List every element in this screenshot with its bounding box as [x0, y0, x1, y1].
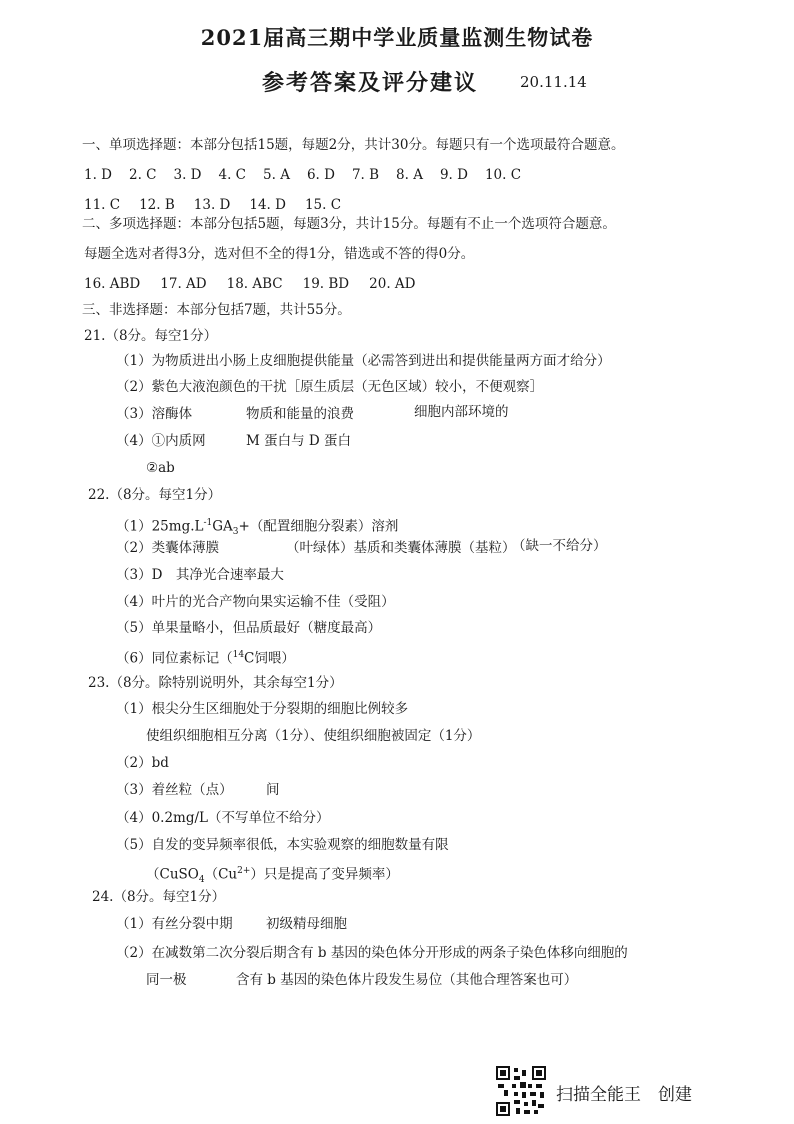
q24-answer-1b: 初级精母细胞 [266, 916, 347, 932]
section1-answers-row1 [84, 166, 538, 184]
answer-item: 3. D [173, 167, 202, 183]
q21-heading: 21.（8分。每空1分） [84, 328, 218, 344]
q22-answer-5: （5）单果量略小，但品质最好（糖度最高） [116, 620, 382, 636]
section3-heading: 三、非选择题：本部分包括7题，共计55分。 [82, 302, 351, 318]
q21-answer-3a: （3）溶酶体 [116, 406, 193, 422]
q22-answer-3: （3）D 其净光合速率最大 [116, 567, 284, 583]
answer-item: 6. D [306, 167, 335, 183]
q22-answer-2a: （2）类囊体薄膜 [116, 540, 220, 556]
section2-scoring-note: 每题全选对者得3分，选对但不全的得1分，错选或不答的得0分。 [84, 246, 475, 262]
q24-answer-2b-b: 含有 b 基因的染色体片段发生易位（其他合理答案也可） [236, 972, 578, 988]
q24-answer-2: （2）在减数第二次分裂后期含有 b 基因的染色体分开形成的两条子染色体移向细胞的 [116, 945, 628, 961]
q23-answer-1: （1）根尖分生区细胞处于分裂期的细胞比例较多 [116, 701, 409, 717]
q23-answer-1b: 使组织细胞相互分离（1分）、使组织细胞被固定（1分） [146, 728, 481, 744]
q21-answer-4b: M 蛋白与 D 蛋白 [246, 433, 352, 449]
q22-answer-6: （6）同位素标记（$^{14}$C饲喂） [116, 650, 295, 667]
answer-item: 15. C [304, 197, 342, 213]
q24-answer-2b-a: 同一极 [146, 972, 187, 988]
q21-answer-4a: （4）①内质网 [116, 433, 206, 449]
q23-answer-3a: （3）着丝粒（点） [116, 782, 233, 798]
answer-item: 12. B [139, 197, 175, 213]
q21-answer-1: （1）为物质进出小肠上皮细胞提供能量（必需答到进出和提供能量两方面才给分） [116, 353, 611, 369]
q23-answer-4: （4）0.2mg/L（不写单位不给分） [116, 810, 330, 826]
page-subtitle: 参考答案及评分建议 [262, 70, 479, 96]
answer-item: 16. ABD [84, 276, 141, 292]
q22-answer-1: $(1)25mg.L^{-1}GA_3+$（配置细胞分裂素）溶剂 [116, 518, 399, 538]
answer-item: 13. D [193, 197, 231, 213]
q24-heading: 24.（8分。每空1分） [92, 889, 226, 905]
section2-heading: 二、多项选择题：本部分包括5题，每题3分，共计15分。每题有不止一个选项符合题意。 [82, 216, 616, 232]
q23-answer-5b: （$CuSO_4(Cu^{2+})$只是提高了变异频率） [146, 866, 399, 886]
q23-answer-3b: 间 [266, 782, 280, 798]
q22-heading: 22.（8分。每空1分） [88, 487, 222, 503]
q21-answer-2: （2）紫色大液泡颜色的干扰［原生质层（无色区域）较小，不便观察］ [116, 379, 544, 395]
qr-code-icon [496, 1066, 546, 1116]
answer-item: 7. B [351, 167, 380, 183]
q23-answer-5: （5）自发的变异频率很低，本实验观察的细胞数量有限 [116, 837, 449, 853]
q21-answer-4c: ②ab [146, 460, 175, 476]
answer-item: 4. C [218, 167, 247, 183]
scanner-watermark-text: 扫描全能王 创建 [556, 1085, 692, 1105]
q22-answer-2c: （缺一不给分） [512, 538, 607, 554]
answer-item: 2. C [129, 167, 157, 183]
answer-item: 5. A [263, 167, 290, 183]
q23-heading: 23.（8分。除特别说明外，其余每空1分） [88, 675, 343, 691]
exam-date: 20.11.14 [520, 73, 587, 91]
page-title: 2021届高三期中学业质量监测生物试卷 [200, 25, 594, 50]
answer-item: 18. ABC [226, 276, 283, 292]
answer-item: 11. C [84, 197, 121, 213]
answer-item: 14. D [249, 197, 286, 213]
section1-answers-row2 [84, 196, 360, 214]
answer-item: 10. C [484, 167, 522, 183]
answer-item: 8. A [396, 167, 423, 183]
section1-heading: 一、单项选择题：本部分包括15题，每题2分，共计30分。每题只有一个选项最符合题意。 [82, 137, 625, 153]
answer-item: 9. D [439, 167, 468, 183]
answer-item: 19. BD [302, 276, 350, 292]
q21-answer-3c: 细胞内部环境的 [414, 404, 509, 420]
q22-answer-2b: （叶绿体）基质和类囊体薄膜（基粒） [286, 540, 516, 556]
answer-item: 1. D [84, 167, 112, 183]
q24-answer-1a: （1）有丝分裂中期 [116, 916, 233, 932]
section2-answers-row [84, 275, 435, 293]
answer-item: 20. AD [369, 276, 416, 292]
q22-answer-4: （4）叶片的光合产物向果实运输不佳（受阻） [116, 594, 395, 610]
q23-answer-2: （2）bd [116, 755, 169, 771]
answer-item: 17. AD [160, 276, 207, 292]
q21-answer-3b: 物质和能量的浪费 [246, 406, 354, 422]
